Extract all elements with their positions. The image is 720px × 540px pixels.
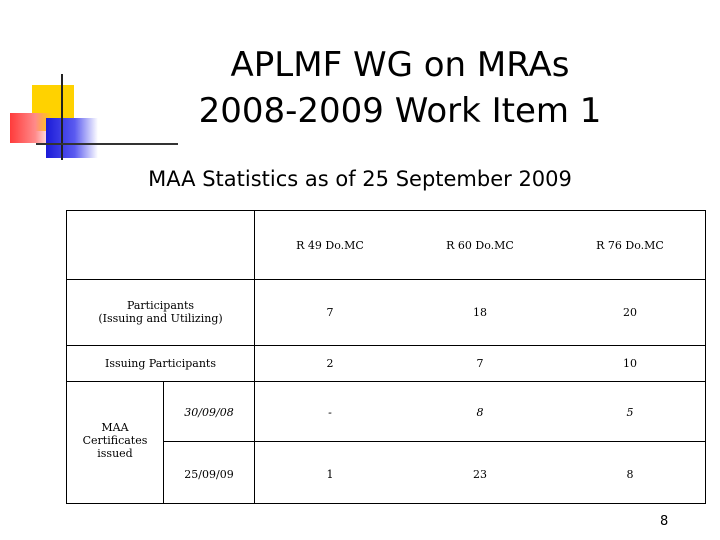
slide-title <box>150 42 650 134</box>
table-divider <box>163 441 705 442</box>
table-cell: 18 <box>473 305 487 319</box>
date-label: 30/09/08 <box>184 405 234 419</box>
decor-blue-square <box>46 118 98 158</box>
column-header-r49: R 49 Do.MC <box>296 238 364 252</box>
date-label: 25/09/09 <box>184 467 234 481</box>
row-label-line: issued <box>97 446 133 460</box>
table-cell: 1 <box>326 467 334 481</box>
table-cell: 8 <box>476 405 484 419</box>
slide-subtitle: MAA Statistics as of 25 September 2009 <box>148 167 572 191</box>
row-label-line: Certificates <box>82 433 148 447</box>
decor-horizontal-line <box>36 143 178 145</box>
title-line-1: APLMF WG on MRAs <box>230 45 570 85</box>
row-label-line: MAA <box>101 420 129 434</box>
row-label-line: Participants <box>126 299 195 312</box>
table-cell: 10 <box>623 356 637 370</box>
table-cell: 23 <box>473 467 487 481</box>
decor-vertical-line <box>61 74 63 160</box>
table-cell: 20 <box>623 305 637 319</box>
table-cell: 7 <box>326 305 334 319</box>
table-cell: 8 <box>626 467 634 481</box>
table-cell: 7 <box>476 356 484 370</box>
page-number: 8 <box>660 514 669 529</box>
row-label-certificates <box>67 409 163 471</box>
column-header-r76: R 76 Do.MC <box>596 238 664 252</box>
table-cell: 5 <box>626 405 634 419</box>
table-divider <box>67 381 705 382</box>
row-label-participants <box>67 279 254 345</box>
table-cell: 2 <box>326 356 334 370</box>
statistics-table <box>66 210 706 504</box>
row-label-line: (Issuing and Utilizing) <box>98 312 223 325</box>
title-line-2: 2008-2009 Work Item 1 <box>198 91 602 131</box>
column-header-r60: R 60 Do.MC <box>446 238 514 252</box>
row-label-issuing: Issuing Participants <box>105 356 216 370</box>
table-cell: - <box>328 405 332 419</box>
